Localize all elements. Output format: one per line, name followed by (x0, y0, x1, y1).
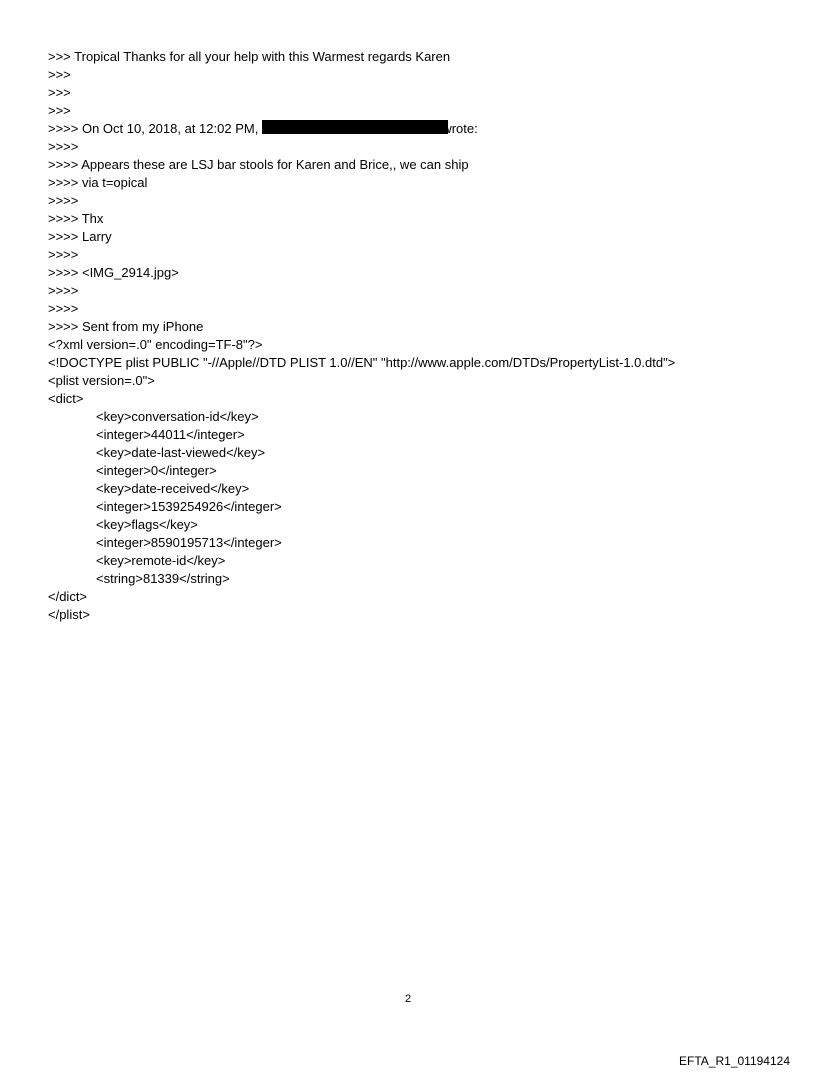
quoted-line: >>>> Larry (48, 229, 112, 244)
dict-close-tag: </dict> (48, 589, 88, 604)
plist-close-tag: </plist> (48, 607, 90, 622)
plist-open-tag: <plist version=.0"> (48, 373, 155, 388)
email-line: >>> (48, 103, 71, 118)
email-line: >>> Tropical Thanks for all your help with this Warmest regards Karen (48, 49, 451, 64)
quoted-line: >>>> (48, 247, 79, 262)
redaction-block (262, 120, 448, 134)
quoted-line: >>>> <IMG_2914.jpg> (48, 265, 179, 280)
quoted-line: >>>> (48, 283, 79, 298)
quoted-line: >>>> via t=opical (48, 175, 148, 190)
dict-open-tag: <dict> (48, 391, 84, 406)
quoted-header-line (48, 120, 788, 138)
quoted-line: >>>> Thx (48, 211, 104, 226)
plist-entry: <string>81339</string> (96, 571, 230, 586)
document-body (48, 48, 788, 624)
plist-entry: <integer>8590195713</integer> (96, 535, 282, 550)
plist-doctype: <!DOCTYPE plist PUBLIC "-//Apple//DTD PLIST 1.0//EN" "http://www.apple.com/DTDs/PropertyList-1.0.dtd"> (48, 355, 676, 370)
plist-entry: <key>date-received</key> (96, 481, 250, 496)
quoted-header-start: >>>> On Oct 10, 2018, at 12:02 PM, (48, 121, 259, 136)
email-line: >>> (48, 67, 71, 82)
quoted-line: >>>> Sent from my iPhone (48, 319, 204, 334)
quoted-line: >>>> (48, 193, 79, 208)
plist-entry: <key>remote-id</key> (96, 553, 226, 568)
document-id: EFTA_R1_01194124 (679, 1054, 790, 1068)
plist-entry: <integer>44011</integer> (96, 427, 245, 442)
plist-entry: <key>flags</key> (96, 517, 198, 532)
page-number: 2 (404, 993, 412, 1005)
plist-entry: <integer>0</integer> (96, 463, 217, 478)
plist-entry: <integer>1539254926</integer> (96, 499, 282, 514)
quoted-line: >>>> (48, 139, 79, 154)
plist-entry: <key>conversation-id</key> (96, 409, 259, 424)
plist-xml-declaration: <?xml version=.0" encoding=TF-8"?> (48, 337, 263, 352)
plist-entry: <key>date-last-viewed</key> (96, 445, 266, 460)
quoted-line: >>>> Appears these are LSJ bar stools for Karen and Brice,, we can ship (48, 157, 469, 172)
quoted-line: >>>> (48, 301, 79, 316)
email-line: >>> (48, 85, 71, 100)
quoted-header-end: wrote: (442, 121, 478, 136)
